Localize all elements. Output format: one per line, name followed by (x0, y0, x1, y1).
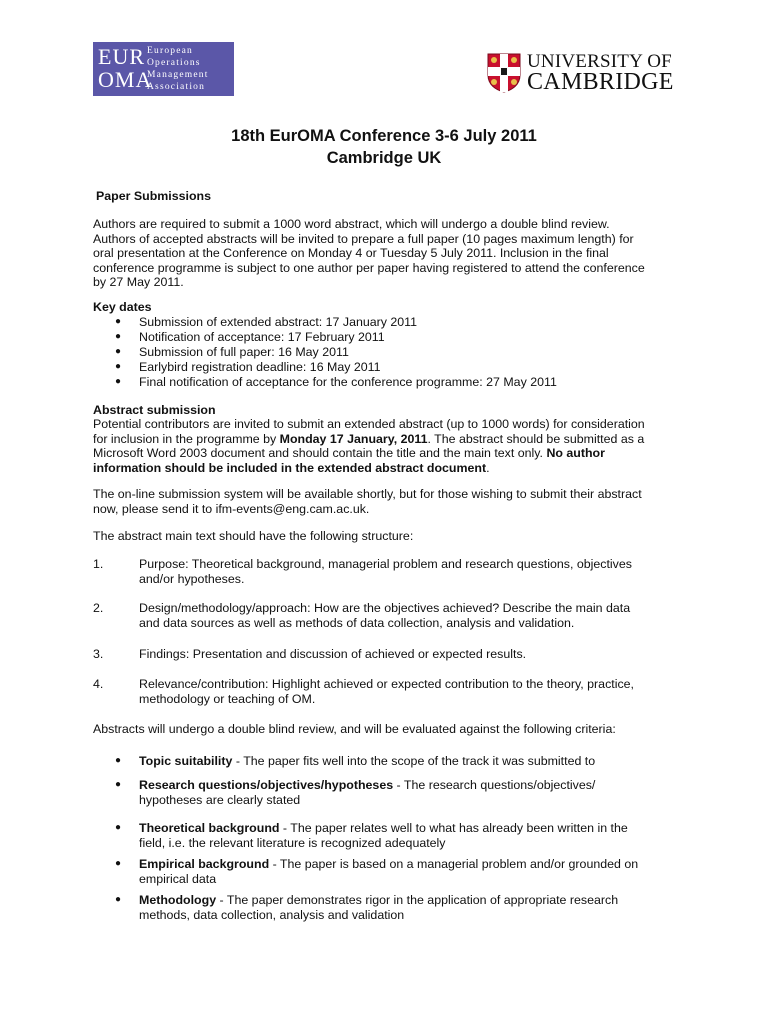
text-line: and data sources as well as methods of data collection, analysis and validation. (139, 615, 575, 630)
item-number: 3. (93, 647, 104, 661)
bullet-icon: ● (115, 755, 122, 766)
text-line: Authors are required to submit a 1000 word abstract, which will undergo a double blind review. (93, 217, 610, 231)
text-run: - The research questions/objectives/ (393, 778, 596, 792)
page-title: 18th EurOMA Conference 3-6 July 2011 (231, 127, 537, 145)
key-date-item: Notification of acceptance: 17 February 2011 (139, 330, 385, 344)
euroma-line: Management (147, 70, 209, 80)
euroma-line: Operations (147, 58, 201, 68)
euroma-line: Association (147, 82, 206, 92)
criteria-text (139, 778, 595, 807)
euroma-letters-bottom: OMA (98, 67, 153, 92)
text-line (93, 446, 645, 461)
euroma-logo (93, 42, 234, 96)
text-line (93, 461, 645, 476)
text-line: conference programme is subject to one author per paper having registered to attend the conference (93, 260, 645, 275)
bullet-icon: ● (115, 346, 122, 357)
text-line: oral presentation at the Conference on Monday 4 or Tuesday 5 July 2011. Inclusion in the final (93, 246, 609, 261)
text-line: Findings: Presentation and discussion of achieved or expected results. (139, 647, 527, 661)
text-line: Purpose: Theoretical background, managerial problem and research questions, objectives (139, 557, 632, 571)
text-run: for inclusion in the programme by (93, 431, 280, 446)
text-line: and/or hypotheses. (139, 571, 245, 586)
key-dates-heading: Key dates (93, 300, 152, 314)
text-run: Microsoft Word 2003 document and should contain the title and the main text only. (93, 446, 547, 461)
text-line: The on-line submission system will be available shortly, but for those wishing to submit their abstract (93, 487, 642, 501)
text-line: methods, data collection, analysis and validation (139, 907, 405, 922)
item-number: 4. (93, 677, 104, 691)
item-text (139, 677, 634, 706)
text-line: methodology or teaching of OM. (139, 691, 316, 706)
criteria-text (139, 754, 595, 769)
text-line: by 27 May 2011. (93, 275, 184, 290)
text-line: field, i.e. the relevant literature is recognized adequately (139, 835, 446, 850)
text-line (139, 821, 628, 836)
text-line: Relevance/contribution: Highlight achieved or expected contribution to the theory, practice, (139, 677, 634, 691)
text-line: hypotheses are clearly stated (139, 792, 301, 807)
text-run: - The paper relates well to what has already been written in the (279, 821, 628, 835)
text-line: Design/methodology/approach: How are the objectives achieved? Describe the main data (139, 601, 631, 615)
criteria-intro: Abstracts will undergo a double blind review, and will be evaluated against the following criteria: (93, 722, 616, 736)
criteria-term: Research questions/objectives/hypotheses (139, 778, 394, 792)
bullet-icon: ● (115, 316, 122, 327)
bullet-icon: ● (115, 822, 122, 833)
text-line (139, 778, 595, 793)
cambridge-logo-line2: CAMBRIDGE (527, 69, 674, 95)
criteria-term: Theoretical background (139, 821, 280, 835)
text-line (139, 893, 618, 908)
text-run: - The paper fits well into the scope of the track it was submitted to (232, 754, 596, 768)
text-run: . The abstract should be submitted as a (427, 431, 645, 446)
text-line: Potential contributors are invited to submit an extended abstract (up to 1000 words) for consideration (93, 417, 645, 431)
criteria-text (139, 821, 628, 850)
text-run: - The paper is based on a managerial problem and/or grounded on (269, 857, 639, 871)
criteria-term: Topic suitability (139, 754, 233, 768)
online-system-text (93, 487, 642, 516)
euroma-letters-top: EUR (98, 44, 145, 69)
item-number: 1. (93, 557, 104, 571)
page-subtitle: Cambridge UK (326, 149, 442, 167)
bullet-icon: ● (115, 894, 122, 905)
criteria-text (139, 857, 638, 886)
bullet-icon: ● (115, 779, 122, 790)
text-line: now, please send it to ifm-events@eng.cam.ac.uk. (93, 501, 370, 516)
text-line: empirical data (139, 871, 217, 886)
criteria-term: Empirical background (139, 857, 270, 871)
euroma-name (147, 45, 209, 93)
text-line: Authors of accepted abstracts will be invited to prepare a full paper (10 pages maximum length) for (93, 231, 634, 246)
emphasis-text: No author (546, 446, 605, 461)
bullet-icon: ● (115, 376, 122, 387)
key-date-item: Final notification of acceptance for the conference programme: 27 May 2011 (139, 375, 557, 389)
bullet-icon: ● (115, 361, 122, 372)
criteria-text (139, 893, 618, 922)
text-run: - The paper demonstrates rigor in the application of appropriate research (216, 893, 619, 907)
emphasis-text: information should be included in the extended abstract document (93, 460, 487, 475)
item-text (139, 647, 526, 662)
text-line (93, 432, 645, 447)
text-line (139, 754, 595, 769)
paper-submissions-heading: Paper Submissions (96, 189, 211, 203)
deadline-date: Monday 17 January, 2011 (279, 431, 428, 446)
text-line (139, 857, 638, 872)
euroma-line: European (147, 46, 193, 56)
item-number: 2. (93, 601, 104, 615)
structure-intro: The abstract main text should have the following structure: (93, 529, 414, 543)
cambridge-logo-line1: UNIVERSITY OF (527, 51, 672, 72)
abstract-submission-heading: Abstract submission (93, 403, 216, 417)
key-date-item: Submission of extended abstract: 17 January 2011 (139, 315, 418, 329)
cambridge-shield-icon (487, 53, 521, 93)
item-text (139, 601, 630, 630)
bullet-icon: ● (115, 858, 122, 869)
criteria-term: Methodology (139, 893, 217, 907)
key-date-item: Earlybird registration deadline: 16 May 2011 (139, 360, 381, 374)
euroma-letters (93, 42, 153, 96)
paper-submissions-text (93, 217, 645, 290)
text-run: . (486, 460, 490, 475)
bullet-icon: ● (115, 331, 122, 342)
abstract-submission-text (93, 417, 645, 475)
item-text (139, 557, 632, 586)
key-date-item: Submission of full paper: 16 May 2011 (139, 345, 349, 359)
